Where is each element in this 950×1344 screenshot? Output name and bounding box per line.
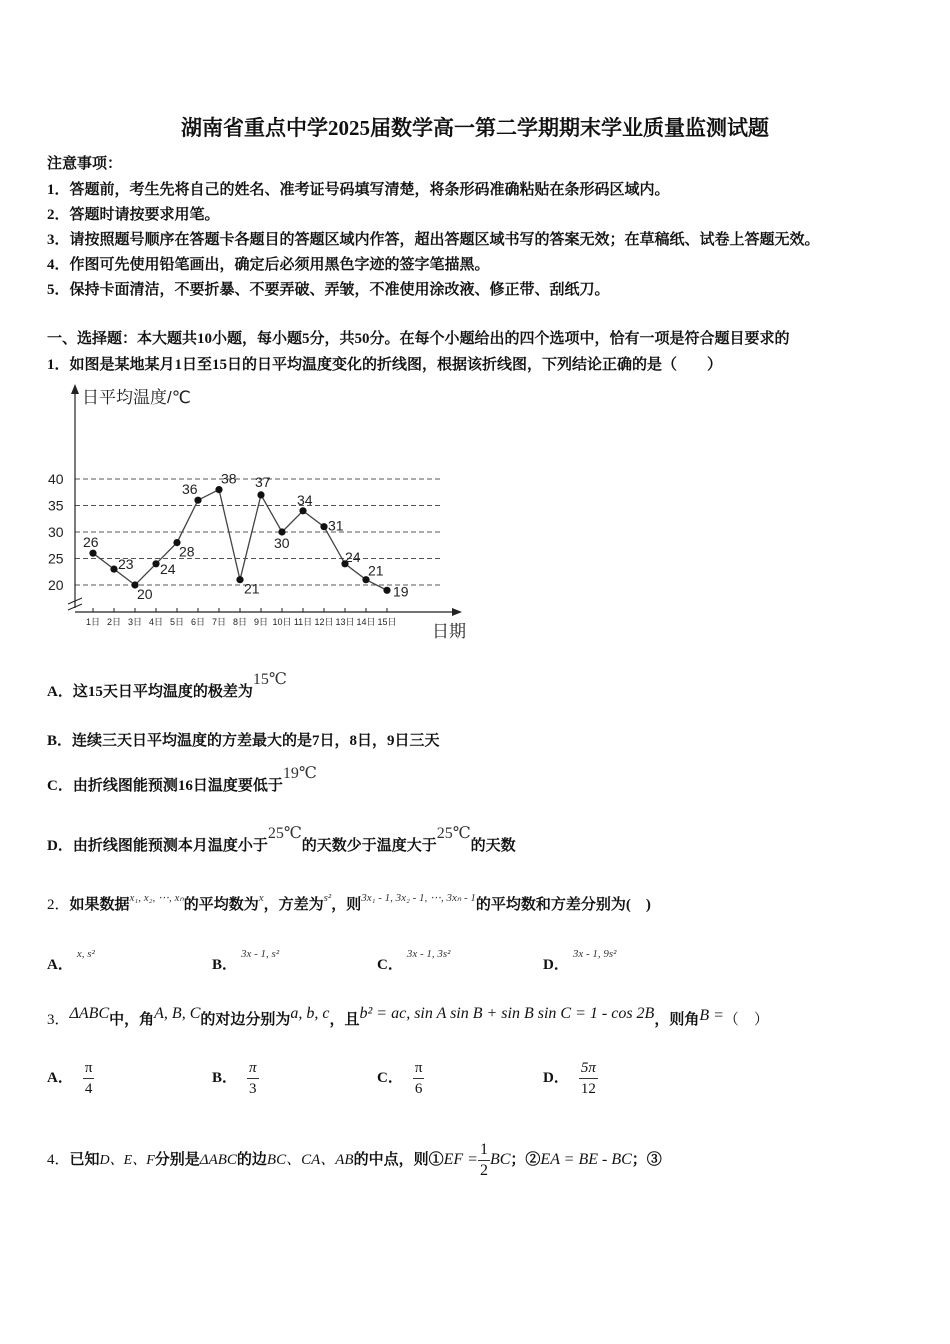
notice-item-4: 4．作图可先使用铅笔画出，确定后必须用黑色字迹的签字笔描黑。 <box>47 257 490 273</box>
data-label-day-6: 36 <box>182 481 198 498</box>
q2-text-1: 如果数据 <box>69 897 130 913</box>
notice-heading: 注意事项： <box>47 156 123 172</box>
q3-option-c-denominator: 6 <box>414 1081 423 1097</box>
x-tick-13日: 13日 <box>335 617 355 627</box>
q2-option-a[interactable] <box>47 948 95 974</box>
y-axis-arrow <box>71 384 79 394</box>
q4-stem <box>47 1140 662 1181</box>
q4-edges: BC、CA、AB <box>266 1151 354 1168</box>
data-label-day-12: 31 <box>328 517 344 534</box>
q4-bc: BC <box>489 1150 511 1168</box>
q4-half-numerator: 1 <box>478 1140 490 1161</box>
data-label-day-5: 28 <box>179 543 195 560</box>
data-label-day-2: 23 <box>118 556 134 573</box>
q3-text-3: ，且 <box>329 1012 360 1028</box>
q3-option-a-denominator: 4 <box>84 1081 93 1097</box>
data-point-day-8 <box>236 576 243 583</box>
q2-variance: s² <box>323 892 332 904</box>
q2-text-2: 的平均数为 <box>183 897 259 913</box>
q3-sides: a, b, c <box>290 1005 330 1022</box>
q4-text-1: 已知 <box>69 1151 100 1168</box>
q1-option-c-value: 19℃ <box>282 765 317 782</box>
q2-option-d-label: D． <box>543 957 569 973</box>
q1-option-d-pre: D．由折线图能预测本月温度小于 <box>47 838 268 854</box>
q4-text-6: ；③ <box>631 1151 662 1168</box>
x-tick-11日: 11日 <box>293 617 313 627</box>
section-heading: 一、选择题：本大题共10小题，每小题5分，共50分。在每个小题给出的四个选项中，恰有一项是符合题目要求的 <box>47 331 790 347</box>
q4-text-4: 的中点，则① <box>353 1151 444 1168</box>
y-tick-40: 40 <box>48 471 64 487</box>
q3-option-d-label: D． <box>543 1069 569 1086</box>
data-label-day-13: 24 <box>345 548 361 565</box>
temperature-line-chart <box>48 380 480 648</box>
q1-option-a[interactable] <box>47 671 287 701</box>
q4-text-5: ；② <box>510 1151 541 1168</box>
q1-option-d-post: 的天数 <box>470 838 516 854</box>
q2-option-b-label: B． <box>212 957 238 973</box>
data-point-day-15 <box>383 587 390 594</box>
q1-option-d-mid: 的天数少于温度大于 <box>301 838 437 854</box>
q1-option-b[interactable]: B．连续三天日平均温度的方差最大的是7日，8日，9日三天 <box>47 733 440 749</box>
q3-option-b[interactable] <box>212 1058 259 1099</box>
q3-option-a[interactable] <box>47 1058 94 1099</box>
notice-item-5: 5．保持卡面清洁，不要折暴、不要弄破、弄皱，不准使用涂改液、修正带、刮纸刀。 <box>47 282 610 298</box>
x-tick-14日: 14日 <box>356 617 376 627</box>
q3-text-2: 的对边分别为 <box>200 1012 291 1028</box>
data-point-day-1 <box>89 550 96 557</box>
q2-text-4: ，则 <box>331 897 362 913</box>
data-label-day-7: 38 <box>221 470 237 487</box>
q4-text-2: 分别是 <box>154 1151 200 1168</box>
q3-option-c-label: C． <box>377 1069 403 1086</box>
q2-number: 2． <box>47 897 70 913</box>
y-axis-label: 日平均温度/℃ <box>82 388 191 407</box>
x-tick-4日: 4日 <box>148 617 164 627</box>
q2-stem <box>47 893 651 914</box>
data-label-day-8: 21 <box>244 580 260 597</box>
y-tick-35: 35 <box>48 497 64 514</box>
q3-option-b-denominator: 3 <box>249 1081 257 1097</box>
q3-triangle: ΔABC <box>69 1005 110 1022</box>
q2-option-b[interactable] <box>212 948 280 974</box>
x-axis-arrow <box>452 608 462 616</box>
q2-option-d-value: 3x - 1, 9s² <box>572 948 617 960</box>
x-tick-1日: 1日 <box>85 617 101 627</box>
page-title: 湖南省重点中学2025届数学高一第二学期期末学业质量监测试题 <box>181 116 769 140</box>
q2-text-5: 的平均数和方差分别为( ) <box>475 897 651 913</box>
q3-option-b-numerator: π <box>247 1058 259 1079</box>
q3-option-c-numerator: π <box>413 1058 425 1079</box>
q2-option-d[interactable] <box>543 948 617 974</box>
x-tick-5日: 5日 <box>169 617 185 627</box>
data-label-day-3: 20 <box>137 586 153 602</box>
data-point-day-9 <box>257 491 264 498</box>
q1-option-c-text: C．由折线图能预测16日温度要低于 <box>47 778 283 794</box>
data-label-day-9: 37 <box>255 473 271 490</box>
q1-stem: 1．如图是某地某月1日至15日的日平均温度变化的折线图，根据该折线图，下列结论正确的是（ ） <box>47 357 723 373</box>
q1-option-d-value-1: 25℃ <box>267 825 302 842</box>
q3-text-1: 中，角 <box>109 1012 155 1028</box>
data-label-day-15: 19 <box>393 583 409 600</box>
q3-option-b-label: B． <box>212 1069 238 1086</box>
data-point-day-12 <box>320 523 327 530</box>
q3-number: 3． <box>47 1012 70 1028</box>
q3-text-4: ，则角 <box>654 1012 700 1028</box>
q2-option-b-value: 3x - 1, s² <box>241 948 280 960</box>
data-label-day-1: 26 <box>83 534 99 551</box>
q4-number: 4． <box>47 1151 70 1168</box>
q3-condition: b² = ac, sin A sin B + sin B sin C = 1 - cos 2B <box>359 1005 655 1022</box>
data-label-day-14: 21 <box>368 562 384 579</box>
q3-option-d-numerator: 5π <box>579 1058 598 1079</box>
q3-option-d[interactable] <box>543 1058 598 1099</box>
data-label-day-10: 30 <box>274 535 290 551</box>
q2-option-a-value: x, s² <box>76 948 95 960</box>
q4-half-denominator: 2 <box>479 1162 488 1179</box>
data-points <box>89 486 390 594</box>
q4-ef: EF = <box>443 1150 478 1168</box>
x-tick-15日: 15日 <box>377 617 397 627</box>
notice-item-3: 3．请按照题号顺序在答题卡各题目的答题区域内作答，超出答题区域书写的答案无效；在草稿纸、试卷上答题无效。 <box>47 232 820 248</box>
temperature-series-line <box>93 490 387 591</box>
data-point-day-4 <box>152 560 159 567</box>
data-point-day-11 <box>299 507 306 514</box>
y-tick-30: 30 <box>48 524 64 540</box>
q1-option-c[interactable] <box>47 765 317 795</box>
notice-item-2: 2．答题时请按要求用笔。 <box>47 207 220 223</box>
q4-equation-2: EA = BE - BC <box>540 1150 632 1168</box>
q1-option-d[interactable] <box>47 825 516 855</box>
y-tick-20: 20 <box>48 577 64 593</box>
q3-text-5: （ ） <box>723 1012 769 1028</box>
q3-option-a-numerator: π <box>83 1058 95 1079</box>
q3-stem <box>47 1005 769 1029</box>
x-tick-9日: 9日 <box>253 617 269 627</box>
q2-option-a-label: A． <box>47 957 73 973</box>
x-tick-2日: 2日 <box>106 617 122 627</box>
q2-data-1: x₁, x₂, ⋯, xₙ <box>129 892 184 904</box>
data-point-day-7 <box>215 486 222 493</box>
q2-text-3: ，方差为 <box>263 897 324 913</box>
q3-option-a-label: A． <box>47 1069 73 1086</box>
data-point-day-6 <box>194 497 201 504</box>
q4-triangle: ΔABC <box>199 1151 237 1168</box>
x-tick-3日: 3日 <box>127 617 143 627</box>
y-tick-labels <box>48 471 64 593</box>
q3-option-d-denominator: 12 <box>580 1081 596 1097</box>
q4-points: D、E、F <box>99 1152 155 1168</box>
x-tick-7日: 7日 <box>211 617 227 627</box>
q2-option-c-label: C． <box>377 957 403 973</box>
q4-text-3: 的边 <box>236 1151 267 1168</box>
y-tick-25: 25 <box>48 550 64 567</box>
notice-item-1: 1．答题前，考生先将自己的姓名、准考证号码填写清楚，将条形码准确粘贴在条形码区域内。 <box>47 182 670 198</box>
q1-option-a-text: A．这15天日平均温度的极差为 <box>47 684 253 700</box>
q3-angles: A, B, C <box>154 1005 201 1022</box>
q1-option-a-value: 15℃ <box>252 671 287 688</box>
x-tick-12日: 12日 <box>314 617 334 627</box>
x-tick-labels <box>86 608 397 627</box>
data-label-day-11: 34 <box>297 491 313 508</box>
x-tick-8日: 8日 <box>232 617 248 627</box>
data-point-day-2 <box>110 566 117 573</box>
q3-ask: B = <box>699 1007 724 1024</box>
x-tick-6日: 6日 <box>190 617 206 627</box>
q2-data-2: 3x₁ - 1, 3x₂ - 1, ⋯, 3xₙ - 1 <box>361 892 476 904</box>
q1-option-d-value-2: 25℃ <box>436 825 471 842</box>
q2-option-c-value: 3x - 1, 3s² <box>406 948 451 960</box>
x-tick-10日: 10日 <box>272 617 292 627</box>
q2-option-c[interactable] <box>377 948 451 974</box>
q2-mean: x <box>258 892 264 904</box>
data-label-day-4: 24 <box>160 560 176 577</box>
x-axis-label: 日期 <box>432 622 466 641</box>
q3-option-c[interactable] <box>377 1058 424 1099</box>
